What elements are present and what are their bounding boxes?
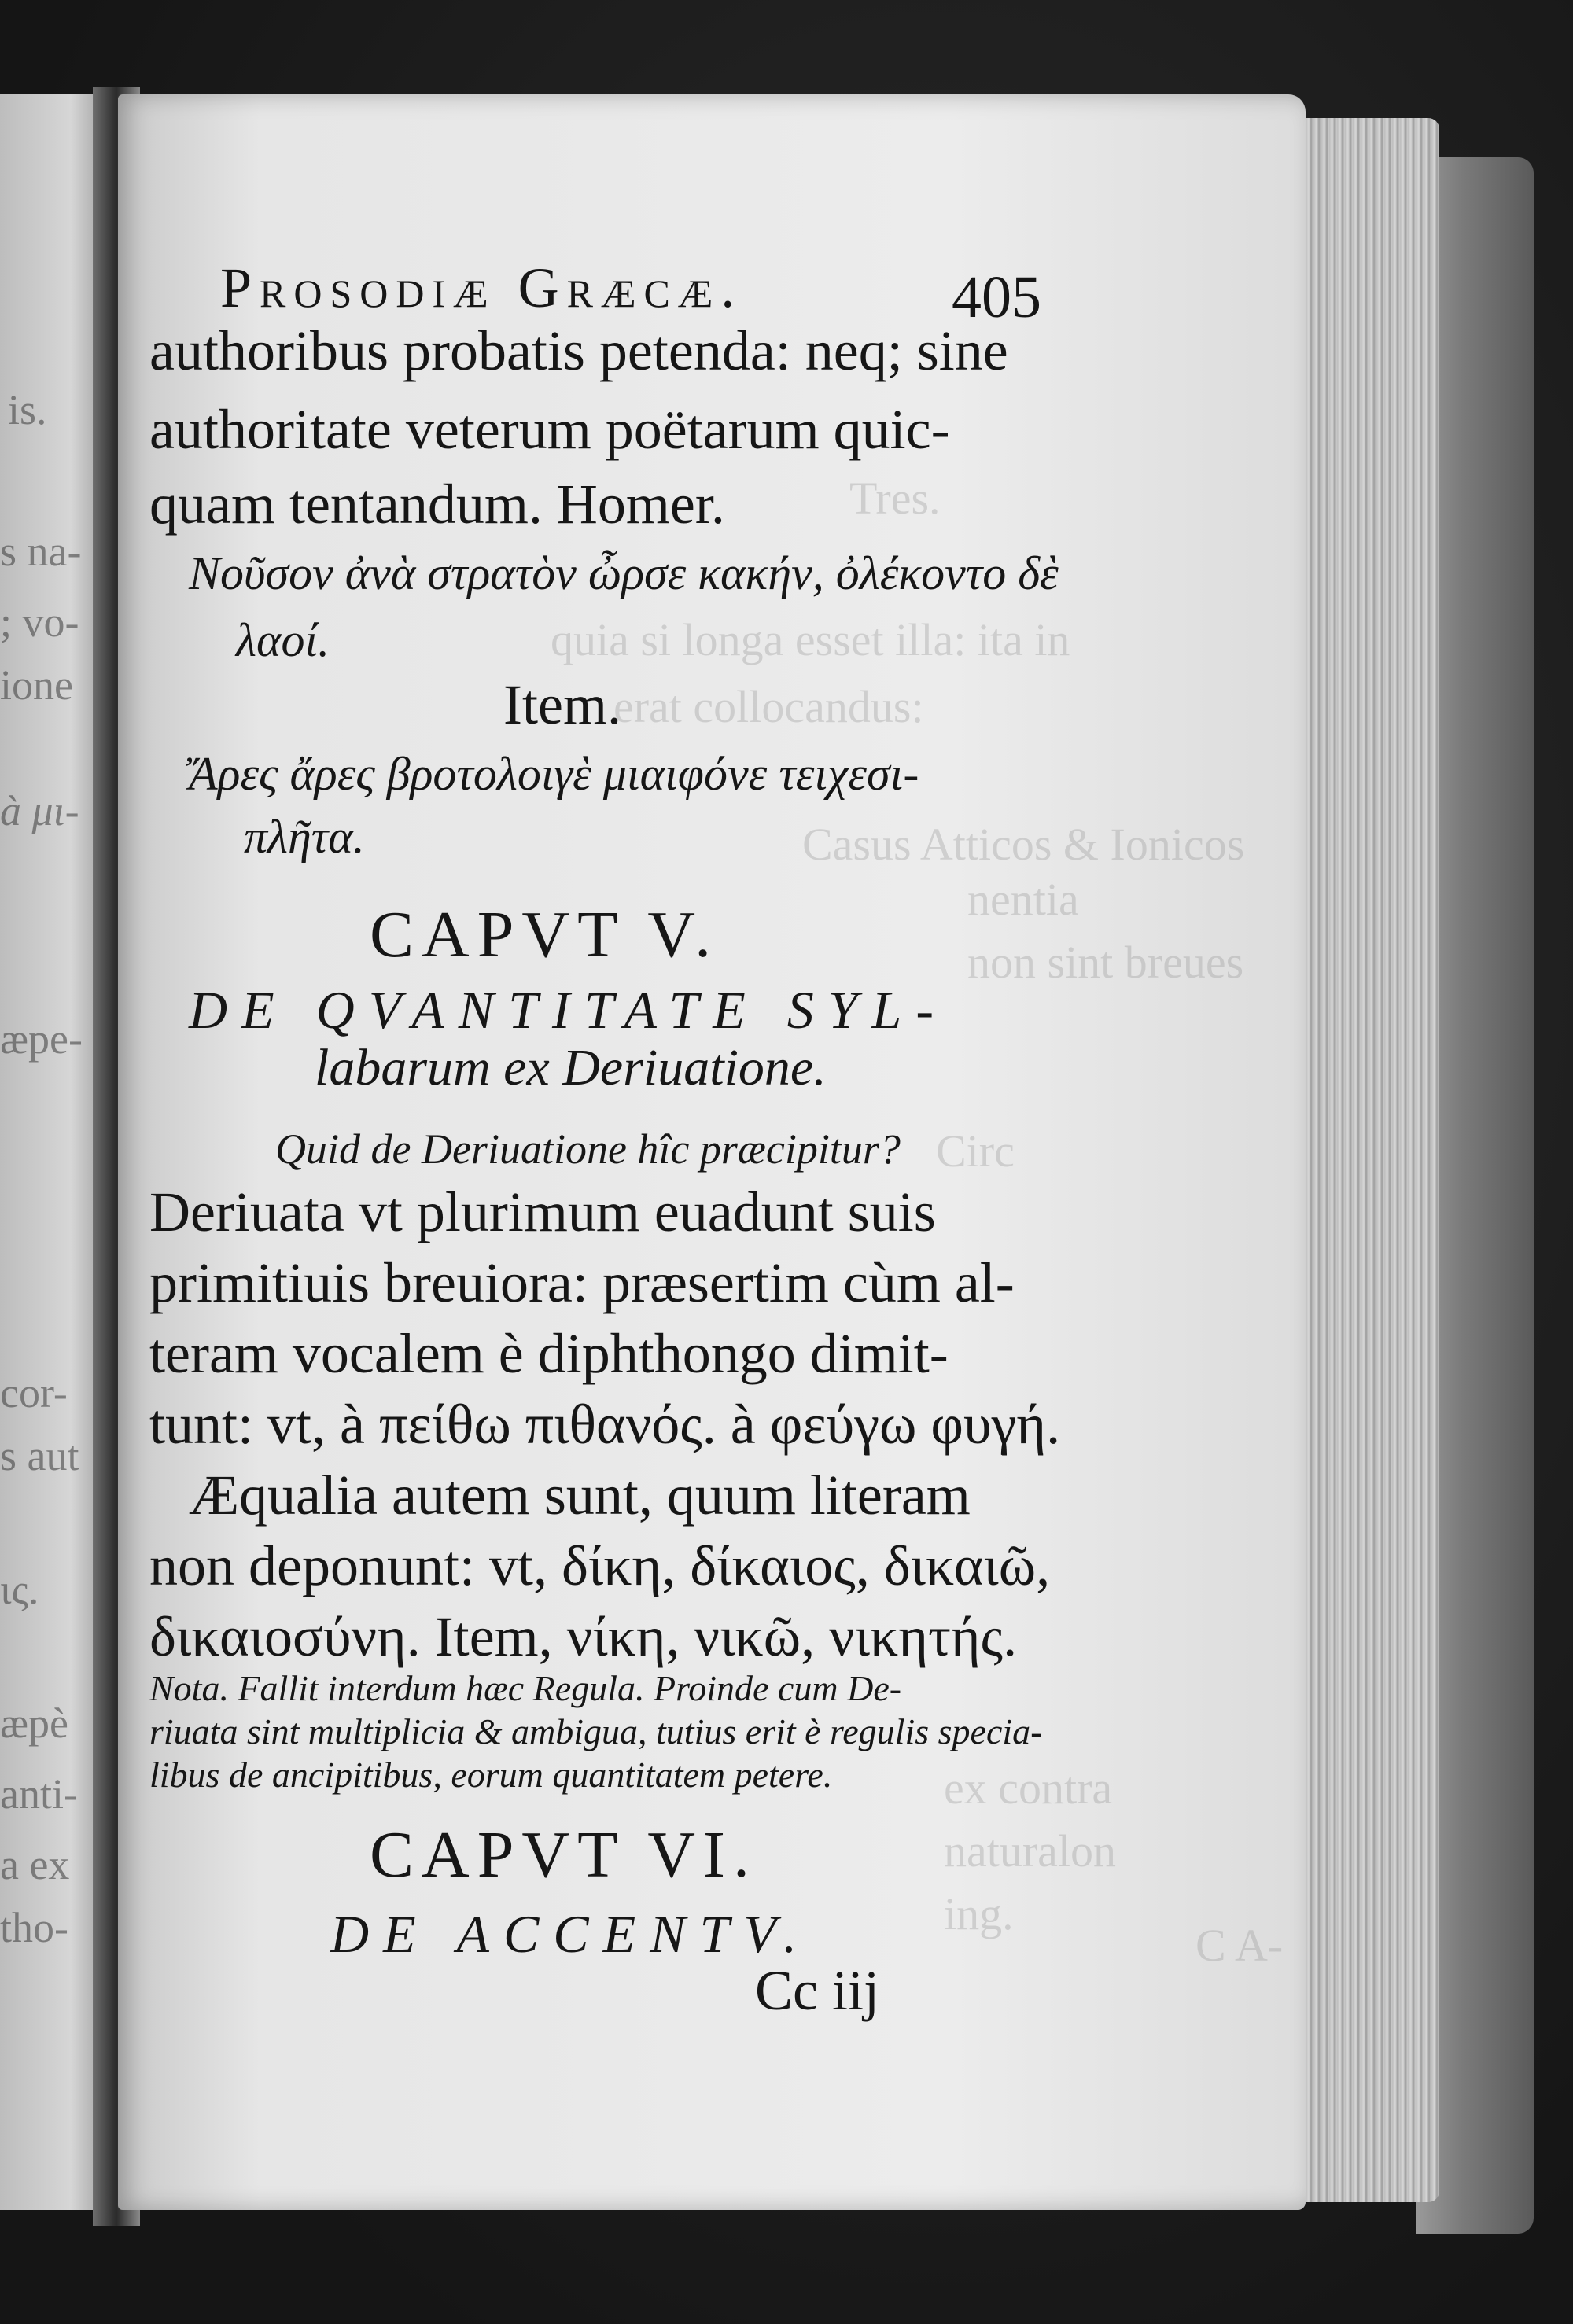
show-through-text: naturalon (944, 1825, 1117, 1877)
item-label: Item. (503, 673, 621, 736)
text-line: non deponunt: vt, δίκη, δίκαιος, δικαιῶ, (149, 1534, 1051, 1597)
chapter-title: DE ACCENTV. (330, 1904, 812, 1964)
show-through-text: C A- (1195, 1920, 1284, 1971)
left-fragment: ; vo- (0, 598, 79, 646)
note-line: riuata sint multiplicia & ambigua, tutius erit è regulis specia- (149, 1711, 1043, 1751)
chapter-heading: CAPVT V. (370, 898, 720, 971)
note-line: libus de ancipitibus, eorum quantitatem petere. (149, 1755, 833, 1795)
left-fragment: ις. (0, 1566, 39, 1613)
left-fragment: æpè (0, 1700, 68, 1747)
show-through-text: Casus Atticos & Ionicos (802, 819, 1245, 870)
chapter-title: labarum ex Deriuatione. (315, 1039, 827, 1096)
text-line: quam tentandum. Homer. (149, 473, 725, 536)
text-line: δικαιοσύνη. Item, νίκη, νικῶ, νικητής. (149, 1605, 1018, 1668)
page-number: 405 (952, 264, 1041, 330)
left-fragment: cor- (0, 1369, 68, 1416)
text-line: authoritate veterum poëtarum quic- (149, 398, 950, 461)
left-fragment: tho- (0, 1904, 68, 1951)
text-line: teram vocalem è diphthongo dimit- (149, 1322, 949, 1385)
running-title: Prosodiæ Græcæ. (220, 256, 743, 319)
greek-quote-line: πλῆτα. (244, 811, 365, 863)
show-through-text: quia si longa esset illa: ita in (551, 614, 1070, 665)
greek-quote-line: Ἄρες ἄρες βροτολοιγὲ μιαιφόνε τειχεσι- (189, 748, 919, 800)
text-line: tunt: vt, à πείθω πιθανός. à φεύγω φυγή. (149, 1393, 1061, 1456)
question-line: Quid de Deriuatione hîc præcipitur? (275, 1125, 901, 1173)
text-line: Deriuata vt plurimum euadunt suis (149, 1180, 936, 1243)
chapter-heading: CAPVT VI. (370, 1818, 757, 1891)
left-fragment: is. (8, 386, 47, 433)
text-line: authoribus probatis petenda: neq; sine (149, 319, 1008, 382)
left-fragment: s na- (0, 528, 82, 575)
show-through-text: ex contra (944, 1762, 1113, 1814)
show-through-text: non sint breues (967, 937, 1244, 988)
show-through-text: ing. (944, 1888, 1014, 1939)
show-through-text: nentia (967, 874, 1079, 925)
show-through-text: Circ (936, 1125, 1015, 1177)
show-through-text: Tres. (849, 473, 941, 524)
show-through-text: erat collocandus: (613, 681, 924, 732)
greek-quote-line: λαοί. (236, 614, 330, 666)
text-line: Æqualia autem sunt, quum literam (189, 1464, 971, 1527)
left-fragment: anti- (0, 1770, 78, 1818)
left-fragment: ione (0, 661, 73, 709)
page-edges (1298, 118, 1439, 2202)
chapter-title: DE QVANTITATE SYL- (189, 980, 949, 1040)
text-line: primitiuis breuiora: præsertim cùm al- (149, 1251, 1015, 1314)
left-fragment: æpe- (0, 1015, 83, 1063)
left-fragment: a ex (0, 1841, 70, 1888)
left-fragment: à μι- (0, 787, 79, 834)
greek-quote-line: Νοῦσον ἀνὰ στρατὸν ὦρσε κακήν, ὀλέκοντο δὲ (189, 547, 1059, 599)
signature-mark: Cc iij (755, 1959, 879, 2022)
left-fragment: s aut (0, 1432, 79, 1479)
note-line: Nota. Fallit interdum hæc Regula. Proinde cum De- (149, 1668, 902, 1708)
